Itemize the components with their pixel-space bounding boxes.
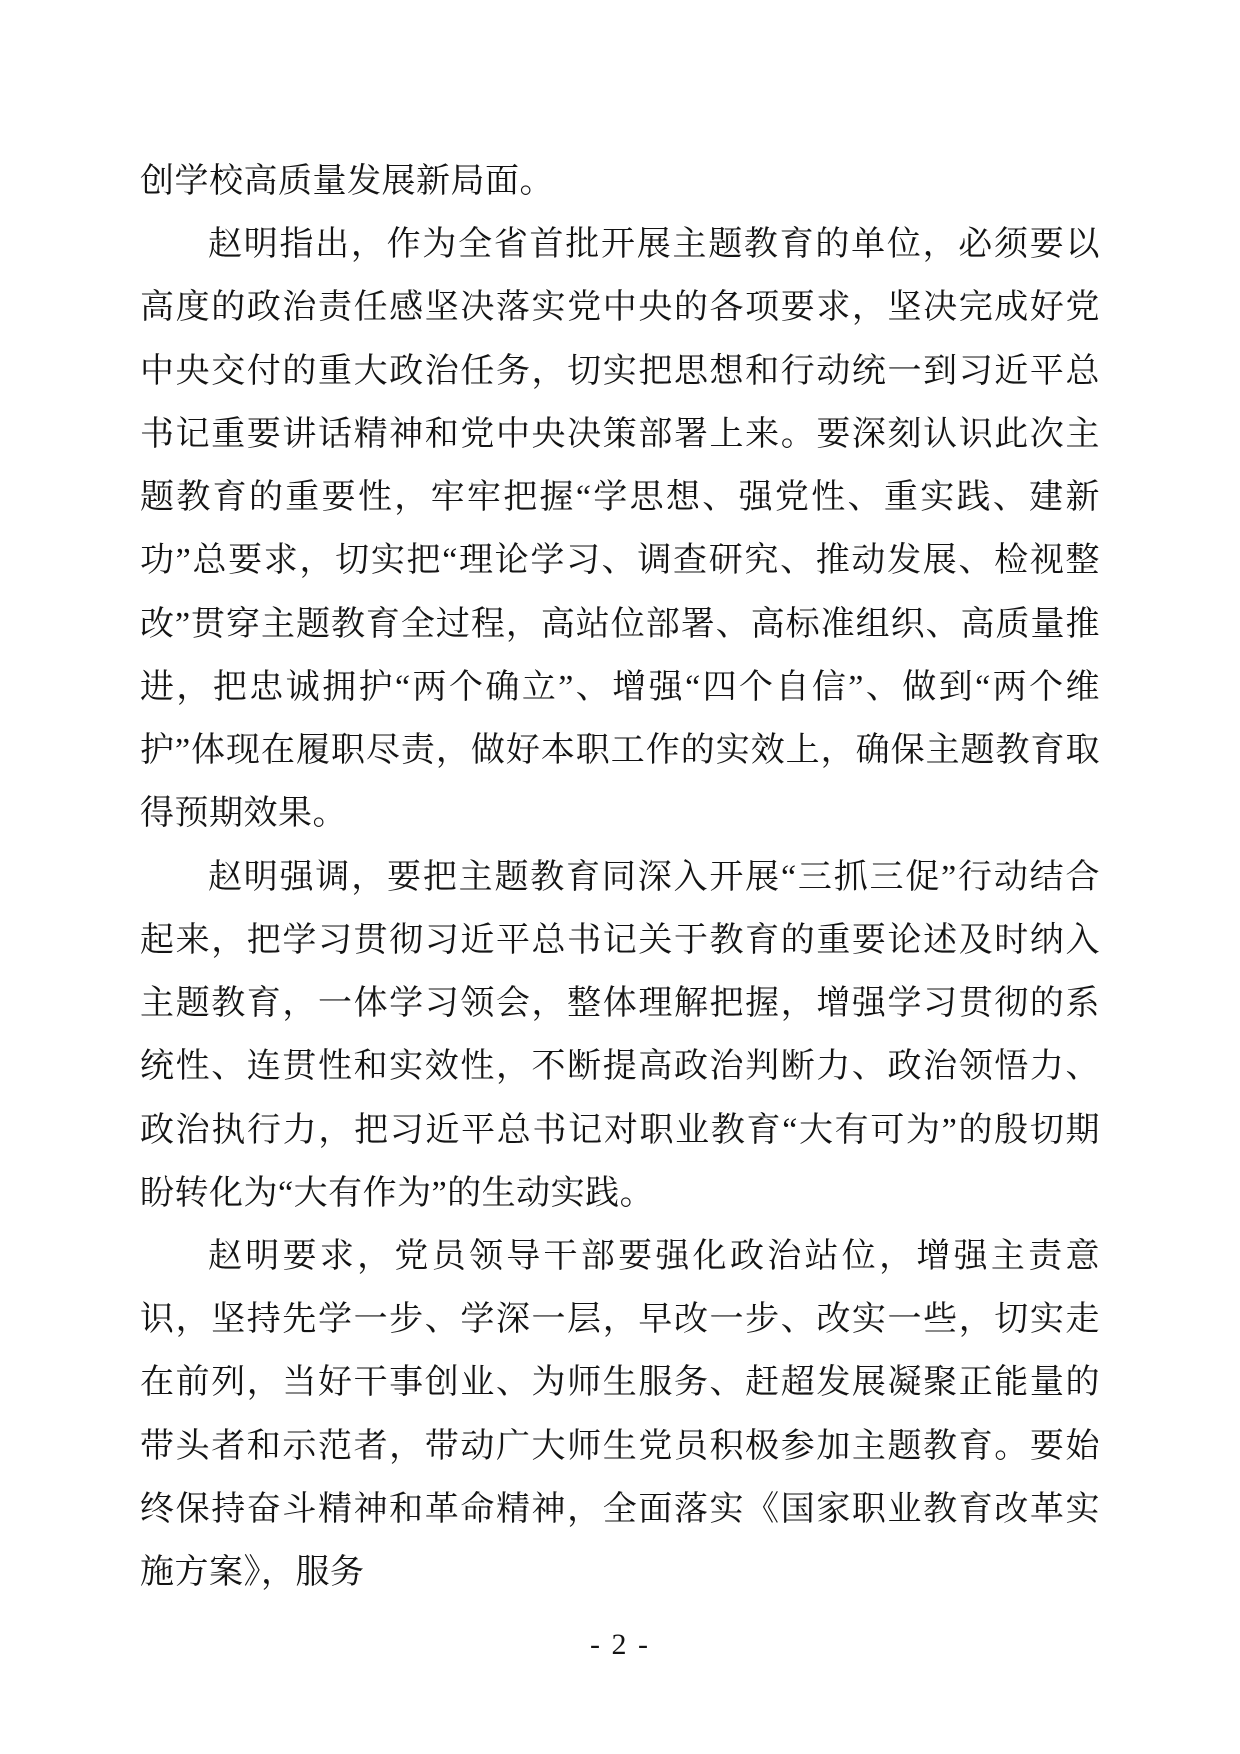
paragraph: 创学校高质量发展新局面。 bbox=[140, 163, 554, 200]
paragraph: 赵明强调，要把主题教育同深入开展“三抓三促”行动结合起来，把学习贯彻习近平总书记关于教育的重要论述及时纳入主题教育，一体学习领会，整体理解把握，增强学习贯彻的系统性、连贯性和实效性，不断提高政治判断力、政治领悟力、政治执行力，把习近平总书记对职业教育“大有可为”的殷切期盼转化为“大有作为”的生动实践。 bbox=[140, 858, 1100, 1212]
document-body bbox=[140, 150, 1100, 1604]
paragraph: 赵明指出，作为全省首批开展主题教育的单位，必须要以高度的政治责任感坚决落实党中央的各项要求，坚决完成好党中央交付的重大政治任务，切实把思想和行动统一到习近平总书记重要讲话精神和党中央决策部署上来。要深刻认识此次主题教育的重要性，牢牢把握“学思想、强党性、重实践、建新功”总要求，切实把“理论学习、调查研究、推动发展、检视整改”贯穿主题教育全过程，高站位部署、高标准组织、高质量推进，把忠诚拥护“两个确立”、增强“四个自信”、做到“两个维护”体现在履职尽责，做好本职工作的实效上，确保主题教育取得预期效果。 bbox=[140, 226, 1100, 833]
paragraph: 赵明要求，党员领导干部要强化政治站位，增强主责意识，坚持先学一步、学深一层，早改一步、改实一些，切实走在前列，当好干事创业、为师生服务、赶超发展凝聚正能量的带头者和示范者，带动广大师生党员积极参加主题教育。要始终保持奋斗精神和革命精神，全面落实《国家职业教育改革实施方案》，服务 bbox=[140, 1237, 1100, 1592]
page-number: - 2 - bbox=[590, 1628, 650, 1661]
